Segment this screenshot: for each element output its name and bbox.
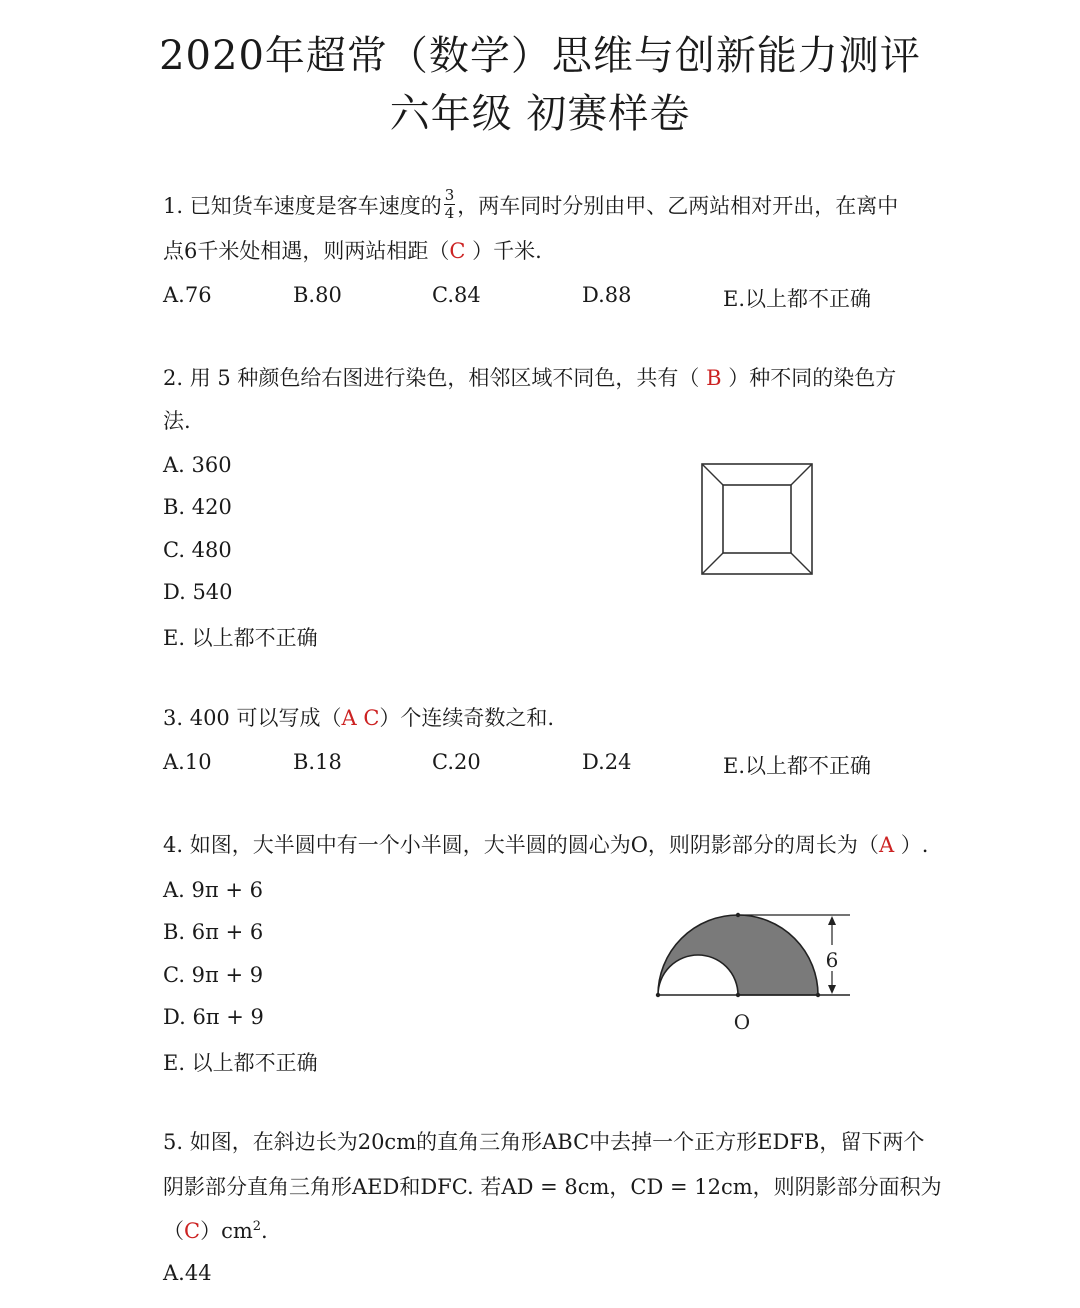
question-4-text: 4. 如图，大半圆中有一个小半圆，大半圆的圆心为O，则阴影部分的周长为（ (163, 833, 879, 857)
question-4-answer: A (878, 833, 895, 857)
q1-option-b: B.80 (293, 283, 342, 307)
question-1-text-line2: 点6千米处相遇，则两站相距（ (163, 239, 450, 263)
exam-title: 2020年超常（数学）思维与创新能力测评 (159, 33, 921, 79)
q1-option-d: D.88 (582, 283, 632, 307)
q3-option-b: B.18 (293, 750, 342, 774)
question-1-line-1 (163, 186, 899, 225)
center-label: O (733, 1010, 751, 1034)
q4-option-c: C. 9π + 9 (163, 963, 264, 987)
q3-option-c: C.20 (432, 750, 481, 774)
question-5-unit: ）cm (200, 1219, 253, 1243)
q2-option-e: E. 以上都不正确 (163, 626, 318, 650)
question-5-line-1: 5. 如图，在斜边长为20cm的直角三角形ABC中去掉一个正方形EDFB，留下两个 (163, 1130, 925, 1154)
q2-option-a: A. 360 (163, 453, 232, 477)
question-3-answer: A C (341, 706, 380, 730)
q2-option-d: D. 540 (163, 580, 233, 604)
unit-superscript: 2 (252, 1219, 262, 1234)
fraction-denominator: 4 (444, 204, 455, 222)
fraction (444, 187, 456, 222)
question-5-answer: C (184, 1219, 201, 1243)
fraction-numerator: 3 (444, 186, 455, 204)
question-4-line-1 (163, 835, 928, 856)
dimension-label: 6 (825, 948, 839, 972)
q2-option-b: B. 420 (163, 495, 232, 519)
question-3-line-1 (163, 708, 554, 729)
q3-option-a: A.10 (163, 750, 212, 774)
question-2-line-1 (163, 368, 896, 389)
question-2-line-2: 法. (163, 409, 191, 433)
q1-option-c: C.84 (432, 283, 481, 307)
q4-option-a: A. 9π + 6 (163, 878, 263, 902)
question-2-text-cont: ）种不同的染色方 (721, 366, 897, 390)
question-1-text-end: ）千米. (465, 239, 542, 263)
q4-option-b: B. 6π + 6 (163, 920, 264, 944)
question-1-text: 1. 已知货车速度是客车速度的 (163, 194, 442, 218)
question-4-text-cont: ）. (894, 833, 929, 857)
q1-option-e: E.以上都不正确 (723, 287, 872, 311)
question-3-text: 3. 400 可以写成（ (163, 706, 342, 730)
question-1-answer: C (449, 239, 466, 263)
question-2-answer: B (706, 366, 722, 390)
frame-square-figure (698, 460, 818, 580)
q4-option-e: E. 以上都不正确 (163, 1051, 318, 1075)
q3-option-d: D.24 (582, 750, 632, 774)
question-5-line-3 (163, 1220, 268, 1242)
question-2-text: 2. 用 5 种颜色给右图进行染色，相邻区域不同色，共有（ (163, 366, 707, 390)
question-5-paren: （ (163, 1219, 184, 1243)
question-5-line-2: 阴影部分直角三角形AED和DFC. 若AD = 8cm，CD = 12cm，则阴影部分面积为 (163, 1175, 942, 1199)
semicircle-figure (650, 905, 860, 1035)
q4-option-d: D. 6π + 9 (163, 1005, 264, 1029)
q2-option-c: C. 480 (163, 538, 232, 562)
question-1-line-2 (163, 241, 542, 262)
q5-option-a: A.44 (163, 1261, 212, 1285)
q3-option-e: E.以上都不正确 (723, 754, 872, 778)
question-1-text-cont: ，两车同时分别由甲、乙两站相对开出，在离中 (457, 194, 899, 218)
q1-option-a: A.76 (163, 283, 212, 307)
exam-subtitle: 六年级 初赛样卷 (389, 91, 691, 137)
question-5-period: . (261, 1219, 268, 1243)
question-3-text-cont: ）个连续奇数之和. (379, 706, 555, 730)
